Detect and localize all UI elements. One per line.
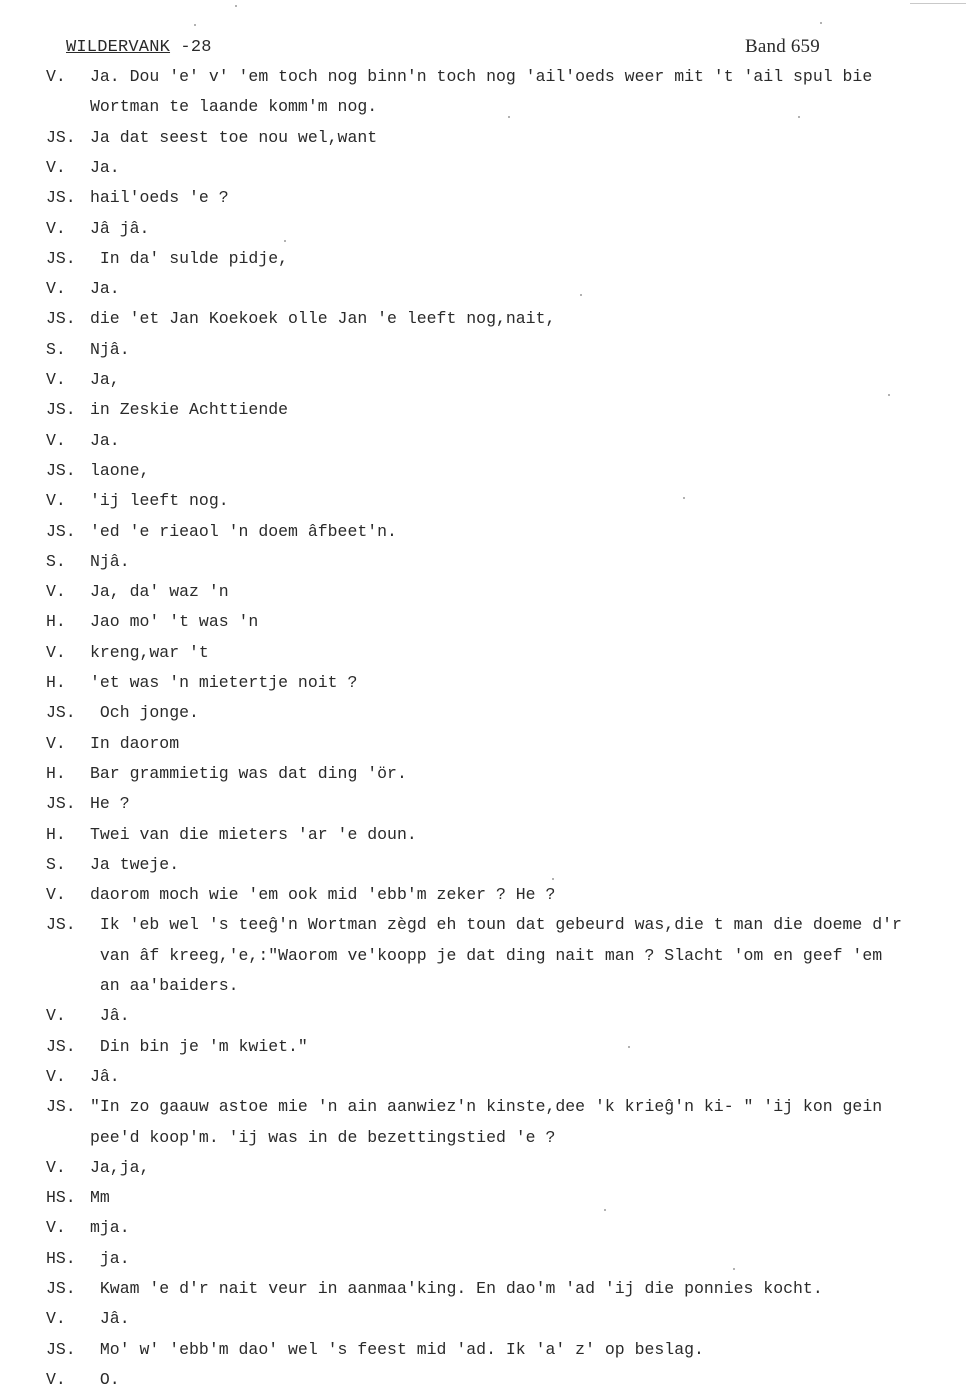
utterance-text: Ja tweje. (90, 854, 180, 874)
utterance-continuation: van âf kreeg,'e,:"Waorom ve'koopp je dat ding nait man ? Slacht 'om en geef 'em (90, 945, 883, 965)
utterance-text: Twei van die mieters 'ar 'e doun. (90, 824, 417, 844)
utterance-text: Din bin je 'm kwiet." (90, 1036, 308, 1056)
utterance-text: "In zo gaauw astoe mie 'n ain aanwiez'n kinste,dee 'k krieĝ'n ki- " 'ij kon gein (90, 1097, 883, 1117)
scan-speck (733, 1268, 735, 1270)
utterance-text: mja. (90, 1218, 130, 1238)
speaker-label: S. (46, 854, 66, 874)
speaker-label: V. (46, 67, 66, 86)
page-header-title (66, 38, 212, 57)
utterance-text: ja. (90, 1248, 130, 1268)
scan-speck (888, 394, 890, 396)
speaker-label: JS. (46, 188, 76, 208)
utterance-text: 'et was 'n mietertje noit ? (90, 673, 358, 692)
header-page-number: -28 (170, 38, 212, 57)
speaker-label: V. (46, 279, 66, 299)
utterance-continuation: Wortman te laande komm'm nog. (90, 97, 378, 117)
speaker-label: V. (46, 370, 66, 389)
utterance-text: die 'et Jan Koekoek olle Jan 'e leeft nog,nait, (90, 309, 556, 329)
utterance-continuation: an aa'baiders. (90, 976, 239, 995)
header-location: WILDERVANK (66, 38, 171, 57)
speaker-label: S. (46, 339, 66, 359)
speaker-label: V. (46, 642, 66, 662)
page-header-band: Band 659 (745, 36, 820, 57)
speaker-label: JS. (46, 127, 76, 147)
scan-speck (820, 22, 822, 24)
scan-speck (194, 24, 196, 26)
utterance-text: Jâ. (90, 1309, 130, 1329)
utterance-text: 'ij leeft nog. (90, 491, 229, 511)
speaker-label: JS. (46, 1279, 76, 1298)
speaker-label: V. (46, 1006, 66, 1026)
speaker-label: HS. (46, 1188, 76, 1208)
speaker-label: V. (46, 885, 66, 905)
utterance-text: Jao mo' 't was 'n (90, 612, 259, 632)
utterance-text: daorom moch wie 'em ook mid 'ebb'm zeker ? He ? (90, 885, 556, 905)
speaker-label: JS. (46, 703, 76, 723)
speaker-label: V. (46, 218, 66, 238)
utterance-text: He ? (90, 794, 130, 814)
speaker-label: H. (46, 763, 66, 783)
speaker-label: H. (46, 673, 66, 692)
scan-speck (580, 294, 582, 296)
speaker-label: S. (46, 551, 66, 571)
speaker-label: JS. (46, 400, 76, 420)
speaker-label: V. (46, 1309, 66, 1329)
speaker-label: H. (46, 612, 66, 632)
utterance-text: Ja. (90, 430, 120, 450)
utterance-text: Njâ. (90, 339, 130, 359)
speaker-label: JS. (46, 915, 76, 935)
speaker-label: JS. (46, 794, 76, 814)
utterance-text: Jâ jâ. (90, 218, 150, 238)
utterance-text: Ja. (90, 279, 120, 299)
scan-edge-mark (910, 3, 966, 4)
speaker-label: V. (46, 1369, 66, 1389)
utterance-continuation: pee'd koop'm. 'ij was in de bezettingstied 'e ? (90, 1127, 556, 1147)
scan-speck (284, 240, 286, 242)
speaker-label: JS. (46, 460, 76, 480)
speaker-label: H. (46, 824, 66, 844)
utterance-text: Och jonge. (90, 703, 199, 723)
utterance-text: In daorom (90, 733, 180, 753)
speaker-label: V. (46, 157, 66, 177)
speaker-label: JS. (46, 521, 76, 541)
scan-speck (552, 878, 554, 880)
speaker-label: JS. (46, 1339, 76, 1359)
utterance-text: Ik 'eb wel 's teeĝ'n Wortman zègd eh toun dat gebeurd was,die t man die doeme d'r (90, 915, 902, 935)
utterance-text: Bar grammietig was dat ding 'ör. (90, 763, 407, 783)
speaker-label: V. (46, 491, 66, 511)
utterance-text: Ja dat seest toe nou wel,want (90, 127, 378, 147)
speaker-label: V. (46, 1066, 66, 1086)
scan-speck (798, 116, 800, 118)
utterance-text: Jâ. (90, 1066, 120, 1086)
utterance-text: Ja, da' waz 'n (90, 582, 229, 602)
speaker-label: V. (46, 582, 66, 602)
speaker-label: JS. (46, 1097, 76, 1117)
utterance-text: O. (90, 1369, 120, 1389)
utterance-text: Kwam 'e d'r nait veur in aanmaa'king. En dao'm 'ad 'ij die ponnies kocht. (90, 1279, 823, 1298)
scan-speck (235, 5, 237, 7)
speaker-label: V. (46, 1157, 66, 1177)
utterance-text: Mm (90, 1188, 110, 1208)
scan-speck (508, 116, 510, 118)
utterance-text: In da' sulde pidje, (90, 248, 289, 268)
utterance-text: 'ed 'e rieaol 'n doem âfbeet'n. (90, 521, 397, 541)
utterance-text: Ja,ja, (90, 1157, 150, 1177)
speaker-label: V. (46, 430, 66, 450)
scan-speck (683, 497, 685, 499)
speaker-label: JS. (46, 309, 76, 329)
scan-speck (628, 1046, 630, 1048)
utterance-text: laone, (90, 460, 150, 480)
utterance-text: kreng,war 't (90, 642, 209, 662)
utterance-text: hail'oeds 'e ? (90, 188, 229, 208)
speaker-label: V. (46, 1218, 66, 1238)
utterance-text: Ja. (90, 157, 120, 177)
speaker-label: JS. (46, 1036, 76, 1056)
utterance-text: Ja, (90, 370, 120, 389)
utterance-text: Jâ. (90, 1006, 130, 1026)
speaker-label: HS. (46, 1248, 76, 1268)
utterance-text: in Zeskie Achttiende (90, 400, 289, 420)
utterance-text: Njâ. (90, 551, 130, 571)
speaker-label: V. (46, 733, 66, 753)
speaker-label: JS. (46, 248, 76, 268)
scan-speck (604, 1209, 606, 1211)
utterance-text: Mo' w' 'ebb'm dao' wel 's feest mid 'ad. Ik 'a' z' op beslag. (90, 1339, 704, 1359)
utterance-text: Ja. Dou 'e' v' 'em toch nog binn'n toch nog 'ail'oeds weer mit 't 'ail spul bie (90, 67, 873, 86)
